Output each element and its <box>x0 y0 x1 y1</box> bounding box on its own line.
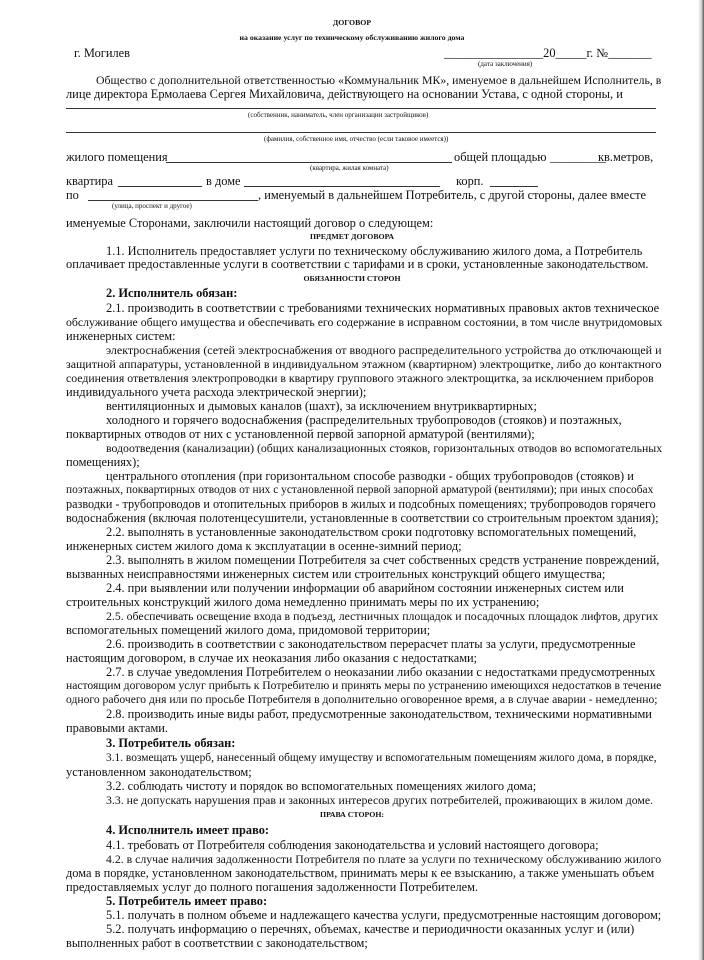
p2-7-line-2: настоящим договором услуг прибыть к Потребителю и принять меры по устранению имеющихся недостатков в течение <box>66 679 662 692</box>
p2-8-line-2: правовыми актами. <box>66 721 169 735</box>
p2-6-line-2: настоящим договором, в случае их неоказания либо оказания с недостатками; <box>66 651 478 665</box>
subject-line-2: оплачивает предоставленные услуги в соответствии с тарифами и в сроки, установленные законодательством. <box>66 257 649 271</box>
consumer-rights: 5. Потребитель имеет право: <box>106 894 268 908</box>
street-caption: (улица, проспект и другое) <box>112 202 192 210</box>
p2-2-line-2: инженерных систем жилого дома к эксплуатации в осенне-зимний период; <box>66 539 462 553</box>
p4-1-line: 4.1. требовать от Потребителя соблюдения законодательства и условий настоящего договора; <box>106 838 599 852</box>
premises-line <box>166 162 452 163</box>
street-tail: , именуемый в дальнейшем Потребитель, с другой стороны, далее вместе <box>258 188 646 202</box>
scan-edge-shadow <box>698 0 704 960</box>
flat-line <box>118 186 202 187</box>
corp-line <box>490 186 538 187</box>
name-caption: (фамилия, собственное имя, отчество (если таковое имеется)) <box>264 135 449 143</box>
document-title: ДОГОВОР <box>332 18 372 27</box>
house-line <box>244 186 440 187</box>
water-line-1: холодного и горячего водоснабжения (распределительных трубопроводов (стояков) и поэтажных, <box>106 413 622 427</box>
p4-2-line-3: предоставляемых услуг до полного погашения задолженности Потребителем. <box>66 880 479 894</box>
executor-rights: 4. Исполнитель имеет право: <box>106 823 270 837</box>
premises-caption: (квартира, жилая комната) <box>310 164 389 172</box>
rights-heading: ПРАВА СТОРОН: <box>320 810 384 819</box>
document-subtitle: на оказание услуг по техническому обслуживанию жилого дома <box>239 33 465 42</box>
p2-2-line-1: 2.2. выполнять в установленные законодательством сроки подготовку вспомогательных помещений, <box>106 525 637 539</box>
p2-5-line-2: вспомогательных помещений жилого дома, придомовой территории; <box>66 623 431 637</box>
area-blank: _________ <box>550 150 606 164</box>
drainage-line-2: помещениях); <box>66 455 140 469</box>
p3-1-line-2: установленном законодательством; <box>66 765 252 779</box>
city: г. Могилев <box>74 46 131 60</box>
p5-2-line-1: 5.2. получать информацию о перечнях, объемах, качестве и периодичности оказанных услуг и (или) <box>106 922 635 936</box>
p2-7-line-3: одного рабочего дня или по просьбе Потребителя в дополнительно оговоренное время, а в случае аварии - немедленно; <box>66 693 658 706</box>
p5-2-line-2: выполненных работ в соответствии с законодательством; <box>66 936 368 950</box>
duties-heading: ОБЯЗАННОСТИ СТОРОН <box>303 274 401 283</box>
p2-8-line-1: 2.8. производить иные виды работ, предусмотренные законодательством, техническими нормативными <box>106 707 652 721</box>
p5-1-line: 5.1. получать в полном объеме и надлежащего качества услуги, предусмотренные настоящим договором; <box>106 908 662 922</box>
premises-label: жилого помещения <box>66 150 168 164</box>
flat-label: квартира <box>66 174 113 188</box>
intro-line-1: Общество с дополнительной ответственностью «Коммунальник МК», именуемое в дальнейшем Исполнитель, в <box>96 73 662 87</box>
p2-5-line-1: 2.5. обеспечивать освещение входа в подъезд, лестничных площадок и посадочных площадок лифтов, других <box>106 609 659 623</box>
p3-3-line: 3.3. не допускать нарушения прав и законных интересов других потребителей, проживающих в жилом доме. <box>106 793 654 807</box>
name-line <box>66 132 656 133</box>
electric-line-4: индивидуального учета расхода электрической энергии); <box>66 385 367 399</box>
p2-3-line-1: 2.3. выполнять в жилом помещении Потребителя за счет собственных средств устранение повреждений, <box>106 553 660 567</box>
intro-line-2: лице директора Ермолаева Сергея Михайловича, действующего на основании Устава, с одной стороны, и <box>66 87 623 101</box>
p3-1-line-1: 3.1. возмещать ущерб, нанесенный общему имуществу и вспомогательным помещениям жилого дома, в порядке, <box>106 752 657 764</box>
electric-line-1: электроснабжения (сетей электроснабжения от вводного распределительного устройства до отключающей и <box>106 343 662 357</box>
heating-line-2: поэтажных, поквартирных отводов от них с установленной первой запорной арматурой (вентилями); при иных способах <box>66 484 654 496</box>
p2-1-line-1: 2.1. производить в соответствии с требованиями технических нормативных правовых актов техническое <box>106 301 660 315</box>
heating-line-4: водоснабжения (включая полотенцесушители, установленные в соответствии со строительным проектом здания); <box>66 511 659 525</box>
water-line-2: поквартирных отводов от них с установленной первой запорной арматурой (вентилями); <box>66 427 535 441</box>
owner-line <box>66 108 656 109</box>
consumer-obliged: 3. Потребитель обязан: <box>106 736 236 750</box>
heating-line-1: центрального отопления (при горизонтальном способе разводки - общих трубопроводов (стояков) и <box>106 469 634 483</box>
owner-caption: (собственник, наниматель, член организации застройщиков) <box>248 111 429 119</box>
p4-2-line-1: 4.2. в случае наличия задолженности Потребителя по плате за услуги по техническому обслуживанию жилого <box>106 852 662 866</box>
p2-1-line-2: обслуживание общего имущества и обеспечивать его содержание в исправном состоянии, в том числе внутридомовых <box>66 315 663 329</box>
heating-line-3: разводки - трубопроводов и отопительных приборов в жилых и подсобных помещениях; трубопроводов горячего <box>66 497 656 511</box>
ventilation-line: вентиляционных и дымовых каналов (шахт), за исключением внутриквартирных; <box>106 399 537 413</box>
subject-line-1: 1.1. Исполнитель предоставляет услуги по техническому обслуживанию жилого дома, а Потребитель <box>106 244 643 258</box>
house-label: в доме <box>206 174 241 188</box>
p3-2-line: 3.2. соблюдать чистоту и порядок во вспомогательных помещениях жилого дома; <box>106 779 537 793</box>
area-unit: кв.метров, <box>598 150 654 164</box>
street-line <box>88 200 258 201</box>
p2-6-line-1: 2.6. производить в соответствии с законодательством перерасчет платы за услуги, предусмотренные <box>106 637 636 651</box>
p2-3-line-2: вызванных неисправностями инженерных систем или строительных конструкций общего имущества; <box>66 567 606 581</box>
electric-line-2: защитной аппаратуры, установленной в индивидуальном этажном (квартирном) электрощитке, либо до контактного <box>66 357 662 371</box>
p2-1-line-3: инженерных систем: <box>66 329 176 343</box>
electric-line-3: соединения ответвления электропроводки в квартиру группового этажного электрощитка, за исключением приборов <box>66 371 654 385</box>
corp-label: корп. <box>456 174 484 188</box>
executor-obliged: 2. Исполнитель обязан: <box>106 286 238 300</box>
intro-named: именуемые Сторонами, заключили настоящий договор о следующем: <box>66 216 434 230</box>
subject-heading: ПРЕДМЕТ ДОГОВОРА <box>309 232 395 241</box>
p4-2-line-2: дома в порядке, установленном законодательством, принимать меры к ее взысканию, а также уменьшать объем <box>66 866 655 880</box>
p2-7-line-1: 2.7. в случае уведомления Потребителем о неоказании либо оказании с недостатками предусмотренных <box>106 665 656 679</box>
area-label: общей площадью <box>454 150 547 164</box>
drainage-line-1: водоотведения (канализации) (общих канализационных стояков, горизонтальных отводов во вспомогательных <box>106 441 663 455</box>
date-caption: (дата заключения) <box>478 60 533 68</box>
date-line: ________________20_____г. №_______ <box>444 46 652 60</box>
street-prefix: по <box>66 188 79 202</box>
p2-4-line-1: 2.4. при выявлении или получении информации об аварийном состоянии инженерных систем или <box>106 581 624 595</box>
p2-4-line-2: строительных конструкций жилого дома немедленно принимать меры по их устранению; <box>66 595 540 609</box>
